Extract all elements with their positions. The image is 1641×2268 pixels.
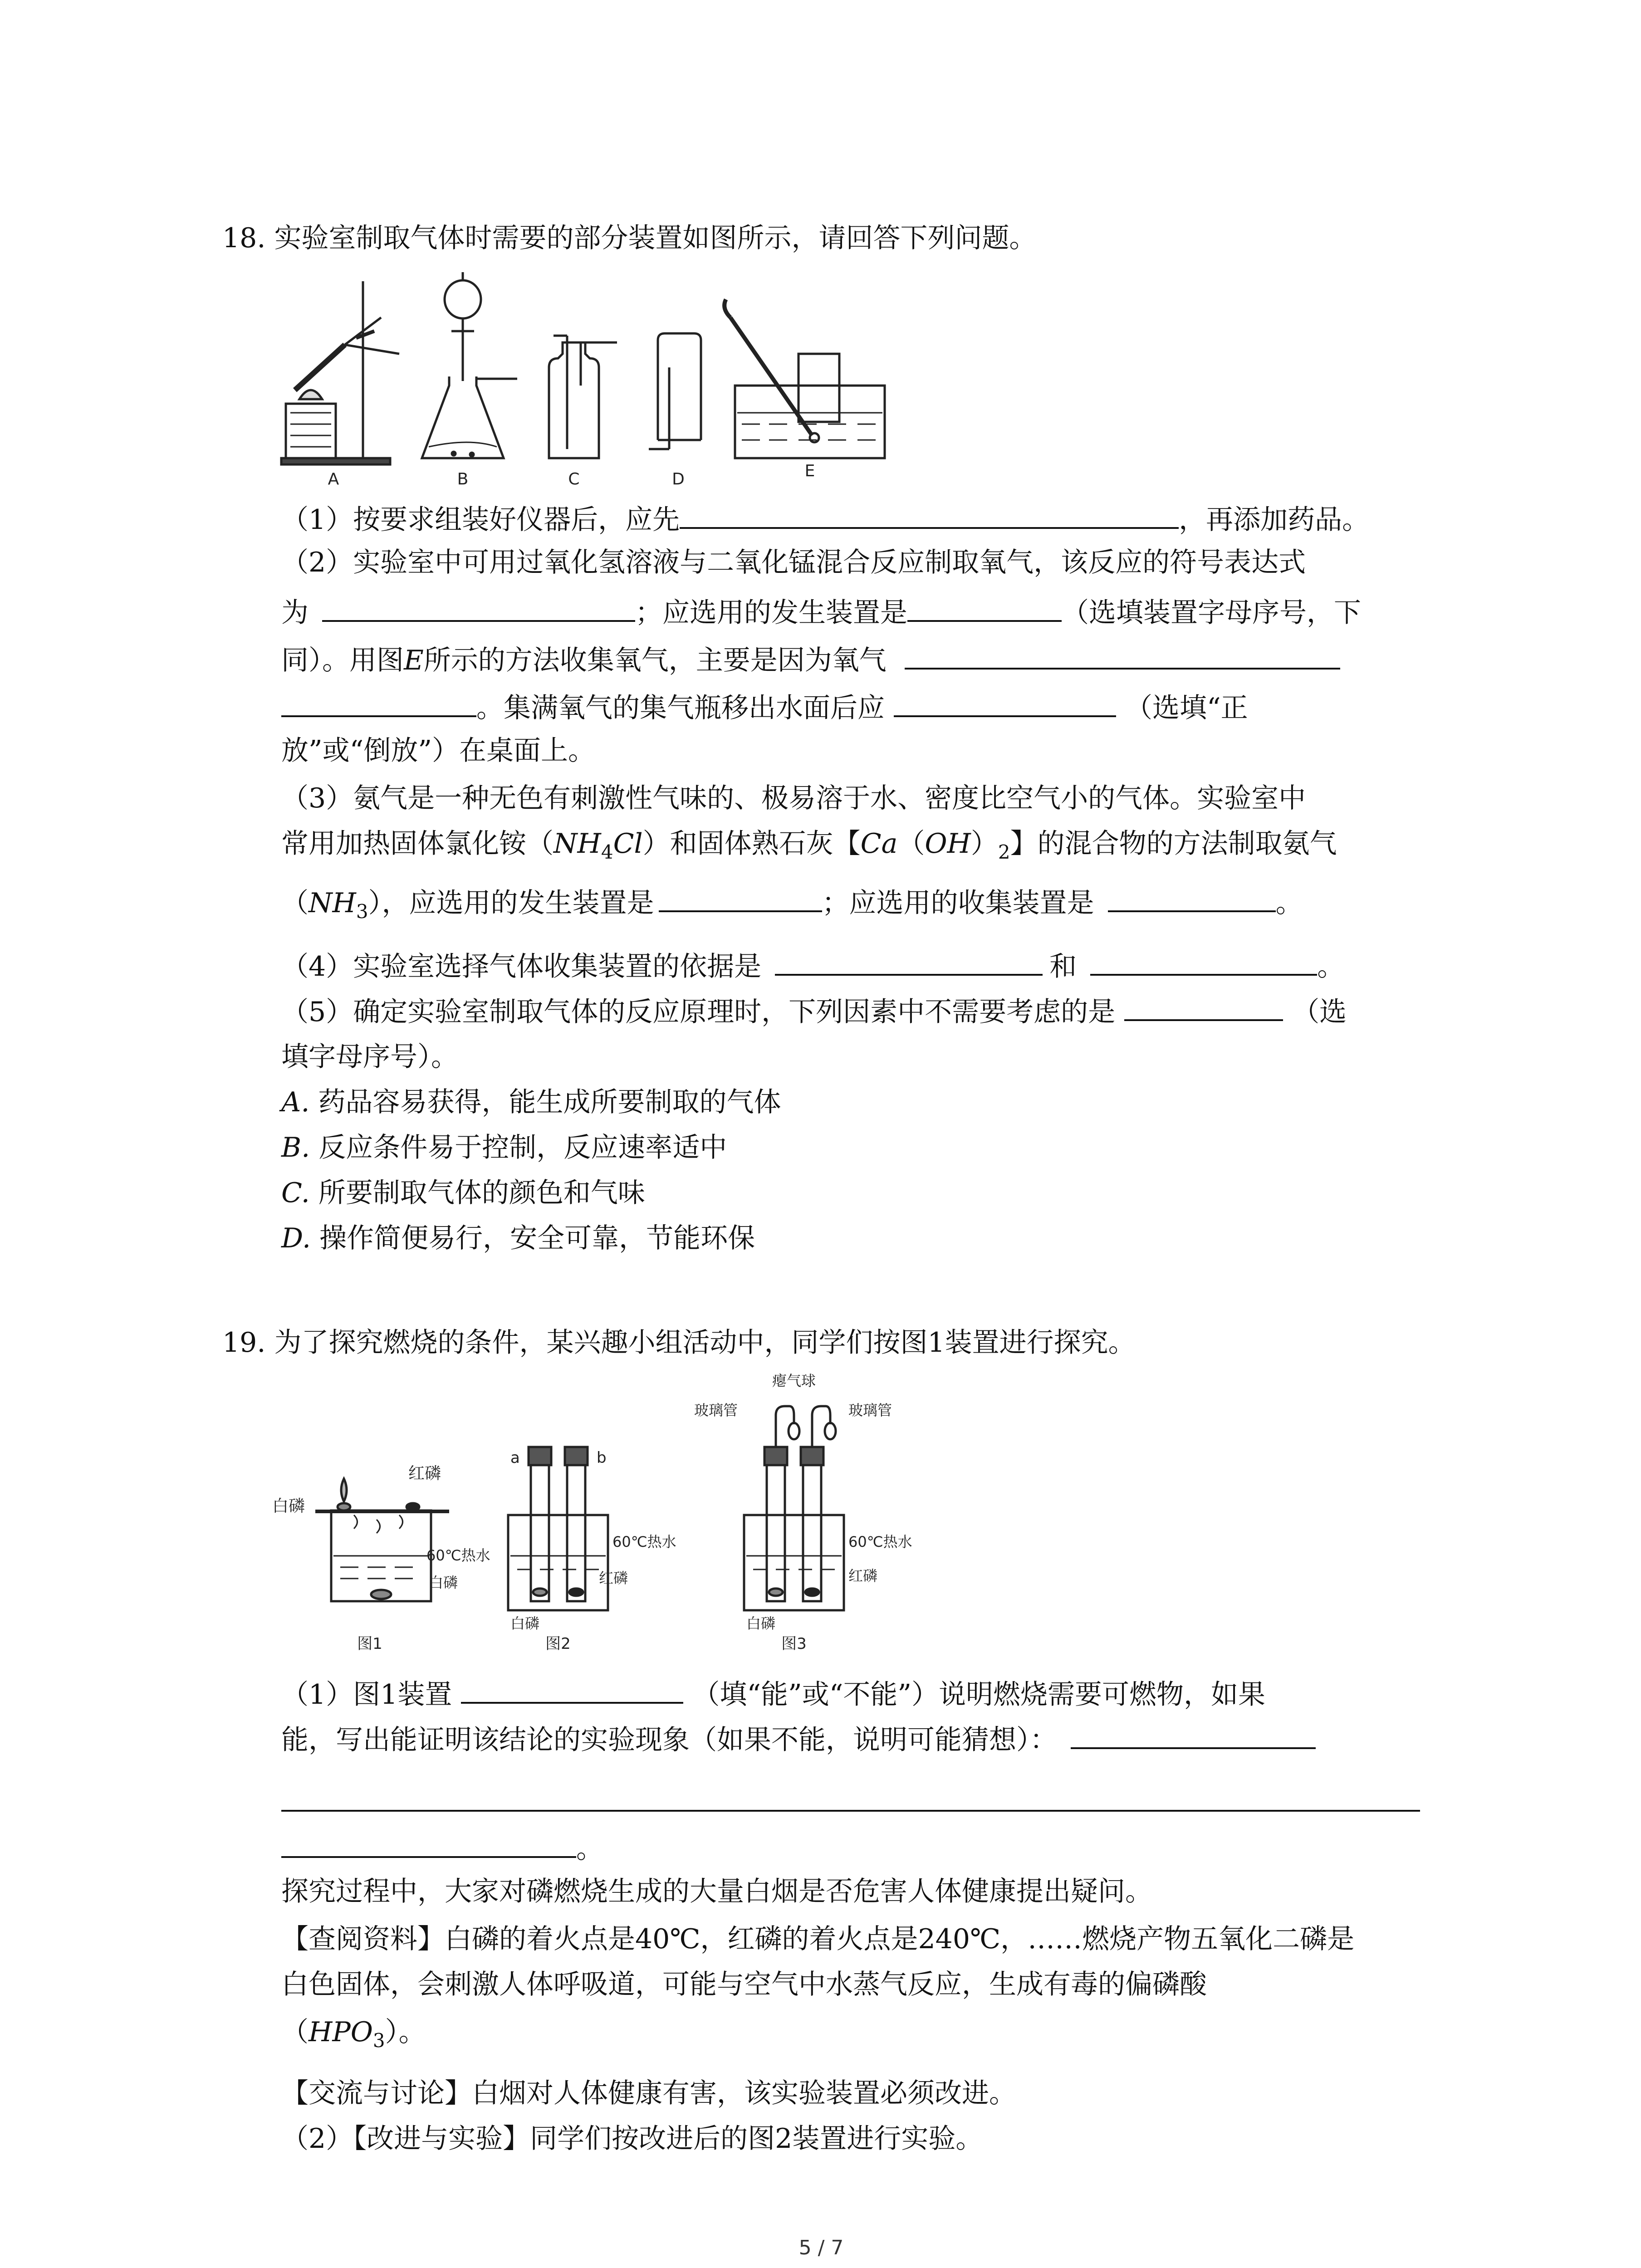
answer-blank[interactable] — [907, 592, 1062, 622]
answer-blank[interactable] — [281, 687, 476, 717]
answer-blank[interactable] — [1090, 946, 1317, 976]
q19-discussion: 【交流与讨论】白烟对人体健康有害，该实验装置必须改进。 — [281, 2077, 1016, 2109]
fig1-caption: 图1 — [357, 1635, 382, 1653]
q18-part2-line5: 放”或“倒放”）在桌面上。 — [281, 735, 596, 767]
fig2-caption: 图2 — [545, 1635, 571, 1653]
answer-blank[interactable] — [461, 1674, 683, 1704]
answer-blank[interactable] — [659, 882, 822, 912]
q18-part2-line1: （2）实验室中可用过氧化氢溶液与二氧化锰混合反应制取氧气，该反应的符号表达式 — [281, 547, 1306, 578]
apparatus-e-icon — [725, 299, 885, 458]
apparatus-a-icon — [281, 281, 399, 464]
q19-explore: 探究过程中，大家对磷燃烧生成的大量白烟是否危害人体健康提出疑问。 — [281, 1876, 1152, 1907]
apparatus-c-icon — [549, 336, 617, 458]
q19-reference-line1: 【查阅资料】白磷的着火点是40℃，红磷的着火点是240℃，……燃烧产物五氧化二磷是 — [281, 1923, 1355, 1955]
q18-part4: （4）实验室选择气体收集装置的依据是 和 。 — [281, 946, 1344, 985]
q18-part1: （1）按要求组装好仪器后，应先 ，再添加药品。 — [281, 499, 1369, 538]
answer-blank[interactable] — [905, 640, 1340, 670]
label-b: B — [457, 470, 469, 489]
fig2-b-label: b — [597, 1449, 607, 1467]
q18-part2-line2: 为 ；应选用的发生装置是 （选填装置字母序号，下 — [281, 592, 1361, 631]
apparatus-b-icon — [422, 272, 517, 458]
fig2-hot-water-label: 60℃热水 — [612, 1533, 676, 1550]
q18-part2-line4: 。集满氧气的集气瓶移出水面后应 （选填“正 — [281, 687, 1248, 726]
label-a: A — [328, 470, 339, 489]
q18-title: 18. 实验室制取气体时需要的部分装置如图所示，请回答下列问题。 — [222, 222, 1037, 254]
answer-blank[interactable] — [1071, 1719, 1316, 1749]
q19-part2: （2）【改进与实验】同学们按改进后的图2装置进行实验。 — [281, 2123, 983, 2155]
fig1-white-p-label: 白磷 — [272, 1497, 305, 1515]
fig2-a-label: a — [510, 1449, 520, 1467]
q19-combustion-figure — [272, 1365, 962, 1665]
q19-title: 19. 为了探究燃烧的条件，某兴趣小组活动中，同学们按图1装置进行探究。 — [222, 1327, 1136, 1359]
q19-part1-line2: 能，写出能证明该结论的实验现象（如果不能，说明可能猜想）： — [281, 1719, 1316, 1758]
answer-blank[interactable] — [680, 499, 1179, 529]
q18-part3-line3: $(NH_3)$，应选用的发生装置是 ；应选用的收集装置是 。 — [281, 882, 1303, 921]
page-number: 5 / 7 — [798, 2236, 844, 2259]
label-c: C — [568, 470, 580, 489]
fig3-glass-tube-left-label: 玻璃管 — [694, 1402, 738, 1419]
fig2-red-p-label: 红磷 — [599, 1569, 628, 1587]
fig1-hot-water-label: 60℃热水 — [426, 1547, 490, 1564]
q19-reference-line2: 白色固体，会刺激人体呼吸道，可能与空气中水蒸气反应，生成有毒的偏磷酸 — [281, 1969, 1207, 2000]
answer-blank[interactable] — [322, 592, 635, 622]
fig3-red-p-label: 红磷 — [848, 1567, 878, 1584]
fig3-white-p-label: 白磷 — [746, 1615, 776, 1632]
q18-option-d: D. 操作简便易行，安全可靠，节能环保 — [281, 1222, 755, 1254]
q19-answer-line[interactable] — [281, 1810, 1420, 1812]
q18-part5-line2: 填字母序号）。 — [281, 1041, 458, 1073]
label-e: E — [804, 462, 815, 480]
fig3-caption: 图3 — [781, 1635, 807, 1653]
q18-part2-line3: 同）。用图E所示的方法收集氧气，主要是因为氧气 — [281, 640, 1340, 679]
fig1-white-p-under-label: 白磷 — [429, 1574, 458, 1591]
figure2-beaker-icon — [508, 1447, 608, 1610]
answer-blank[interactable] — [894, 687, 1116, 717]
fig3-hot-water-label: 60℃热水 — [848, 1533, 912, 1550]
q19-part1-line4: 。 — [281, 1828, 603, 1867]
q18-option-c: C. 所要制取气体的颜色和气味 — [281, 1177, 645, 1209]
answer-blank[interactable] — [775, 946, 1043, 976]
fig3-balloon-label: 瘪气球 — [772, 1372, 816, 1389]
q18-part3-line2: 常用加热固体氯化铵$(NH_4Cl)$和固体熟石灰【$Ca(OH)_2$】的混合物的方法制取氨气 — [281, 828, 1337, 863]
q18-part3-line1: （3）氨气是一种无色有刺激性气味的、极易溶于水、密度比空气小的气体。实验室中 — [281, 782, 1306, 814]
fig3-glass-tube-right-label: 玻璃管 — [848, 1402, 892, 1419]
figure3-beaker-icon — [744, 1406, 844, 1610]
q19-reference-line3: $(HPO_3)$。 — [281, 2016, 426, 2052]
q18-option-b: B. 反应条件易于控制，反应速率适中 — [281, 1132, 727, 1163]
apparatus-d-icon — [649, 333, 701, 449]
answer-blank[interactable] — [1108, 882, 1276, 912]
q19-part1-line1: （1）图1装置 （填“能”或“不能”）说明燃烧需要可燃物，如果 — [281, 1674, 1265, 1713]
q18-apparatus-figure — [272, 263, 898, 490]
fig2-white-p-label: 白磷 — [510, 1615, 540, 1632]
fig1-red-p-label: 红磷 — [408, 1464, 441, 1483]
q18-option-a: A. 药品容易获得，能生成所要制取的气体 — [281, 1086, 781, 1118]
q18-part5-line1: （5）确定实验室制取气体的反应原理时，下列因素中不需要考虑的是 （选 — [281, 991, 1347, 1030]
answer-blank[interactable] — [1124, 991, 1283, 1021]
label-d: D — [672, 470, 685, 489]
answer-blank[interactable] — [281, 1828, 576, 1858]
